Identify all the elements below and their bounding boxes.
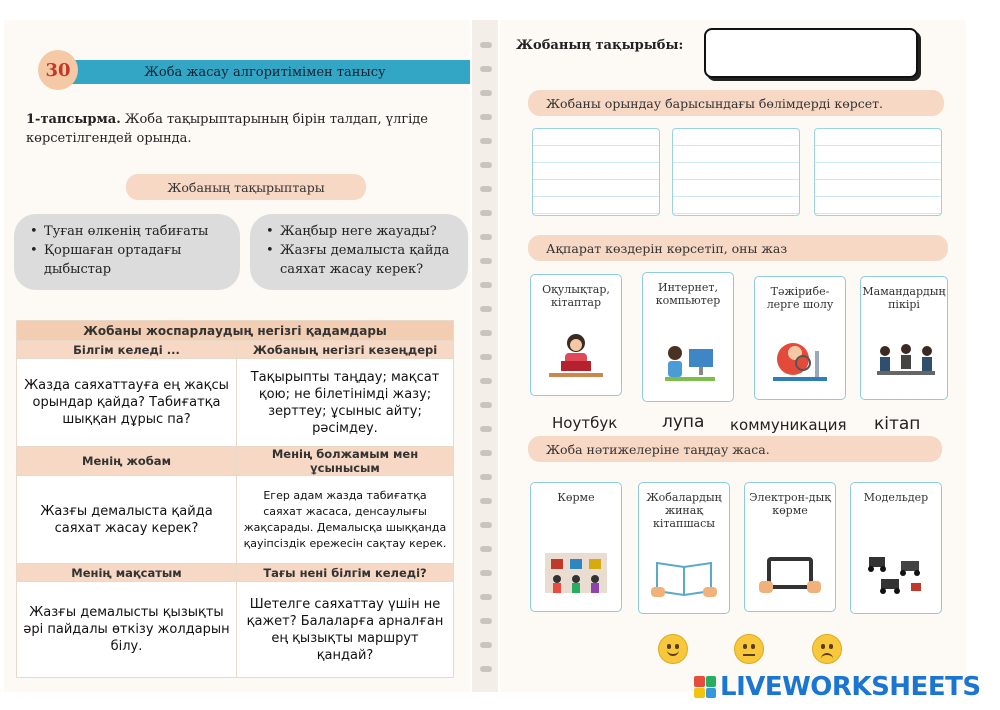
section-note-1[interactable] — [532, 128, 660, 216]
plan-title: Жобаны жоспарлаудың негізгі қадамдары — [17, 321, 454, 341]
project-title-label: Жобаның тақырыбы: — [516, 38, 684, 53]
source-label: Оқулықтар, кітаптар — [542, 283, 610, 309]
result-card-exhibition — [530, 482, 622, 612]
plan-header-hypothesis: Менің болжамым мен ұсынысым — [237, 447, 454, 476]
source-card-internet — [642, 272, 734, 402]
section-note-2[interactable] — [672, 128, 800, 216]
result-label: Жобалардың жинақ кітапшасы — [646, 491, 722, 530]
plan-answer-goal[interactable]: Жазғы демалысты қызықты әрі пайдалы өткізу жолдарын білу. — [17, 582, 237, 678]
plan-header-want-to-know: Білгім келеді ... — [17, 341, 237, 359]
robot-models-icon — [861, 547, 931, 603]
topic-item: • Қоршаған ортадағы дыбыстар — [28, 241, 230, 279]
magnifier-scientist-icon — [765, 333, 835, 389]
task-label: 1-тапсырма. — [26, 112, 121, 127]
planning-table — [16, 320, 454, 678]
plan-answer-stages[interactable]: Тақырыпты таңдау; мақсат қою; не білетінімді жазу; зерттеу; ұсыныс айту; рәсімдеу. — [237, 359, 454, 447]
results-instruction: Жоба нәтижелеріне таңдау жаса. — [528, 436, 942, 462]
answer-word-book[interactable]: кітап — [874, 414, 921, 434]
topics-cloud-b — [250, 214, 468, 290]
spiral-binding — [472, 20, 498, 692]
answer-word-communication[interactable]: коммуникация — [730, 416, 847, 434]
result-label: Модельдер — [863, 491, 929, 504]
topic-item: • Туған өлкенің табиғаты — [28, 222, 230, 241]
lesson-number: 30 — [38, 50, 78, 90]
topic-item: • Жаңбыр неге жауады? — [264, 222, 458, 241]
neutral-face-icon[interactable] — [734, 634, 764, 664]
answer-word-magnifier[interactable]: лупа — [662, 412, 705, 432]
task-text: Жоба тақырыптарының бірін талдап, үлгіде көрсетілгендей орында. — [26, 112, 428, 146]
result-label: Электрон-дық көрме — [749, 491, 831, 517]
result-card-e-exhibition — [744, 482, 836, 612]
tablet-icon — [755, 545, 825, 601]
plan-answer-hypothesis[interactable]: Егер адам жазда табиғатқа саяхат жасаса, денсаулығы жақсарады. Демалысқа шыққанда қауіпсіздік ережесін сақтау керек. — [237, 476, 454, 564]
source-label: Мамандардың пікірі — [862, 285, 946, 311]
answer-word-laptop[interactable]: Ноутбук — [552, 414, 618, 432]
source-card-experiments — [754, 276, 846, 400]
exhibition-icon — [541, 545, 611, 601]
open-book-icon — [649, 547, 719, 603]
topic-item: • Жазғы демалыста қайда саяхат жасау керек? — [264, 241, 458, 279]
sources-instruction: Ақпарат көздерін көрсетіп, оны жаз — [528, 235, 948, 261]
plan-answer-want-to-know[interactable]: Жазда саяхаттауға ең жақсы орындар қайда? Табиғатқа шыққан дұрыс па? — [17, 359, 237, 447]
task-instruction — [26, 110, 446, 148]
plan-answer-my-project[interactable]: Жазғы демалыста қайда саяхат жасау керек? — [17, 476, 237, 564]
source-card-experts — [860, 276, 948, 400]
plan-answer-more-to-know[interactable]: Шетелге саяхаттау үшін не қажет? Балаларға арналған ең қызықты маршрут қандай? — [237, 582, 454, 678]
sad-face-icon[interactable] — [812, 634, 842, 664]
plan-header-my-project: Менің жобам — [17, 447, 237, 476]
result-card-models — [850, 482, 942, 614]
happy-face-icon[interactable] — [658, 634, 688, 664]
reading-girl-icon — [541, 329, 611, 385]
project-title-input[interactable] — [704, 28, 918, 78]
result-card-booklet — [638, 482, 730, 614]
meeting-people-icon — [871, 333, 941, 389]
sections-instruction: Жобаны орындау барысындағы бөлімдерді көрсет. — [528, 90, 944, 116]
source-label: Тәжірибе-лерге шолу — [766, 285, 834, 311]
computer-boy-icon — [653, 335, 723, 391]
plan-header-stages: Жобаның негізгі кезеңдері — [237, 341, 454, 359]
plan-header-goal: Менің мақсатым — [17, 564, 237, 582]
plan-header-more-to-know: Тағы нені білгім келеді? — [237, 564, 454, 582]
section-note-3[interactable] — [814, 128, 942, 216]
topics-heading: Жобаның тақырыптары — [126, 174, 366, 200]
liveworksheets-logo — [694, 672, 981, 702]
topics-cloud-a — [14, 214, 240, 290]
source-card-books — [530, 274, 622, 396]
lesson-title: Жоба жасау алгоритімімен танысу — [60, 60, 470, 84]
liveworksheets-logo-icon — [694, 676, 716, 698]
brand-name: LIVEWORKSHEETS — [720, 672, 981, 702]
result-label: Көрме — [557, 491, 595, 504]
source-label: Интернет, компьютер — [655, 281, 721, 307]
